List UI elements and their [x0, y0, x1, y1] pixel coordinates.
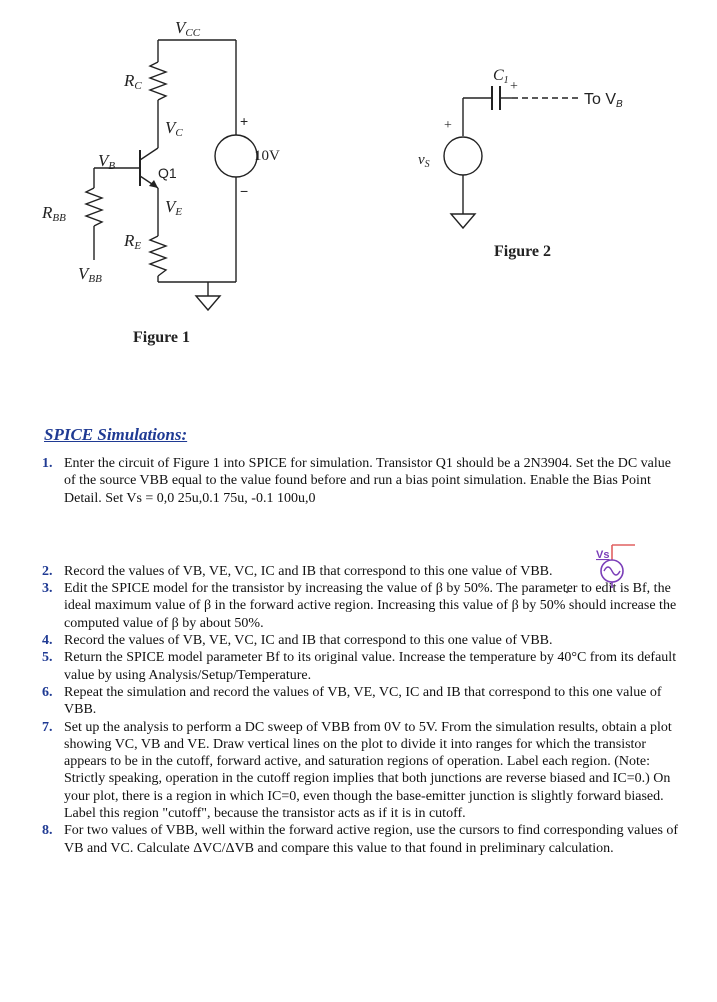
list-item: 7. Set up the analysis to perform a DC sweep of VBB from 0V to 5V. From the simulation results, obtain a plot showing VC, VB and VE. Draw vertical lines on the plot to divide it into ranges for which the transistor appears to be in the cutoff, forward active, and saturation regions of operation. Label each region. (Note: Strictly speaking, operation in the cutoff region implies that both junctions are reverse biased and IC=0.) On your plot, there is a region in which IC=0, even though the base-emitter junction is slightly forward biased. Label this region "cutoff", because the transistor acts as if it is in cutoff. — [42, 719, 672, 822]
svg-text:RC: RC — [124, 71, 142, 92]
svg-text:VCC: VCC — [175, 18, 201, 39]
svg-text:+: + — [444, 118, 452, 133]
rbb-resistor — [86, 188, 102, 226]
ground-icon — [451, 214, 475, 228]
rc-resistor — [150, 62, 166, 100]
figure-2-caption: Figure 2 — [494, 243, 552, 260]
svg-text:RE: RE — [124, 231, 142, 252]
spice-simulations-heading: SPICE Simulations: — [44, 425, 188, 444]
figure-1-labels — [41, 18, 201, 285]
svg-text:VB: VB — [98, 151, 116, 172]
svg-text:VBB: VBB — [78, 264, 102, 285]
figure-2-labels — [418, 67, 623, 260]
ground-icon — [196, 296, 220, 310]
vs-source — [444, 137, 482, 175]
source-plus: + — [240, 113, 249, 129]
source-minus: − — [240, 183, 249, 199]
source-value: 10V — [254, 148, 280, 164]
steps-list — [42, 455, 684, 857]
svg-text:To VB: To VB — [584, 91, 623, 110]
list-item: 6. Repeat the simulation and record the values of VB, VE, VC, IC and IB that correspond to this one value of VBB. — [42, 684, 662, 718]
svg-text:RBB: RBB — [42, 203, 66, 224]
list-item: 5. Return the SPICE model parameter Bf to its original value. Increase the temperature by 40°C from its default value by using Analysis/Setup/Temperature. — [42, 650, 677, 683]
list-item: 2. Record the values of VB, VE, VC, IC and IB that correspond to this one value of VBB. — [42, 563, 553, 579]
svg-text:C1: C1 — [493, 67, 509, 86]
svg-text:vS: $v_S$ — [418, 152, 430, 170]
svg-text:VC: VC — [165, 118, 183, 139]
q1-label: Q1 — [158, 165, 177, 181]
figure-2 — [444, 86, 580, 228]
list-item: 3. Edit the SPICE model for the transistor by increasing the value of β by 50%. The parameter to edit is Bf, the ideal maximum value of β in the forward active region. Increasing this value of β by 50% should increase the computed value of β by about 50%. — [42, 581, 677, 631]
list-item: 4. Record the values of VB, VE, VC, IC and IB that correspond to this one value of VBB. — [42, 633, 553, 649]
list-item: 8. For two values of VBB, well within the forward active region, use the cursors to find corresponding values of VB and VC. Calculate ΔVC/ΔVB and compare this value to that found in preliminary calculation. — [42, 823, 679, 856]
list-item: 1. Enter the circuit of Figure 1 into SPICE for simulation. Transistor Q1 should be a 2N3904. Set the DC value of the source VBB equal to the value found before and run a bias point simulation. Enable the Bias Point Detail. Set Vs = 0,0 25u,0.1 75u, -0.1 100u,0 — [42, 456, 671, 506]
q1-collector-lead — [140, 148, 158, 160]
re-resistor — [150, 236, 166, 276]
figure-1-caption: Figure 1 — [133, 329, 191, 346]
vcc-source — [215, 135, 257, 177]
svg-text:VE: VE — [165, 197, 183, 218]
svg-text:+: + — [510, 79, 518, 94]
vs-spice-label: Vs — [596, 549, 610, 561]
